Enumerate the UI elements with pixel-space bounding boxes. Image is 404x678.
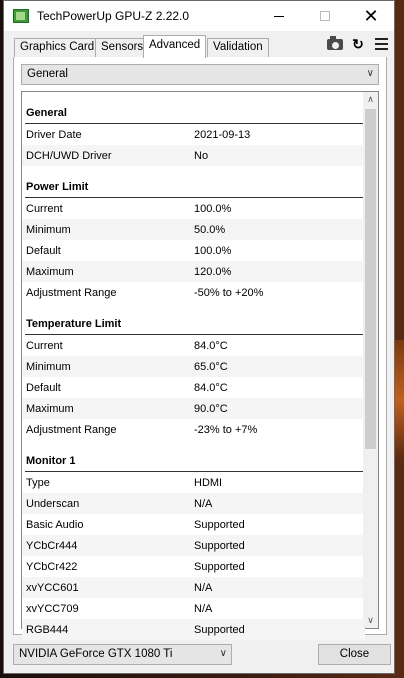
- hamburger-menu-icon[interactable]: [375, 38, 388, 50]
- list-row: Maximum 120.0%: [22, 261, 365, 282]
- list-row: YCbCr444 Supported: [22, 535, 365, 556]
- gpuz-app-icon: [13, 9, 29, 23]
- chevron-down-icon: ∨: [219, 648, 227, 659]
- tab-bar: [4, 31, 394, 57]
- advanced-panel: [13, 57, 387, 635]
- list-row: Basic Audio Supported: [26, 518, 245, 531]
- list-row: Default 84.0°C: [26, 381, 228, 394]
- gpu-dropdown-value: NVIDIA GeForce GTX 1080 Ti: [19, 648, 173, 660]
- list-row: Default 100.0%: [26, 244, 232, 257]
- close-button[interactable]: Close: [318, 644, 391, 665]
- scroll-thumb[interactable]: [365, 109, 376, 449]
- list-row: Current 84.0°C: [26, 339, 228, 352]
- section-header: Temperature Limit: [22, 303, 365, 335]
- category-dropdown[interactable]: [21, 64, 379, 85]
- vertical-scrollbar[interactable]: [363, 92, 378, 628]
- refresh-icon: ↻: [352, 36, 364, 52]
- list-row: Type HDMI: [26, 476, 223, 489]
- screenshot-button[interactable]: [324, 35, 346, 53]
- close-window-button[interactable]: [348, 1, 394, 31]
- section-header: General: [22, 92, 365, 124]
- list-row: Underscan N/A: [22, 493, 365, 514]
- list-row: Maximum 90.0°C: [22, 398, 365, 419]
- list-row: Driver Date 2021-09-13: [26, 128, 251, 141]
- list-row: Minimum 65.0°C: [22, 356, 365, 377]
- list-row: YCbCr422 Supported: [26, 560, 245, 573]
- tab-sensors[interactable]: Sensors: [95, 38, 149, 57]
- gpuz-window: [3, 0, 395, 674]
- list-row: xvYCC601 N/A: [22, 577, 365, 598]
- tab-validation[interactable]: Validation: [207, 38, 269, 57]
- scroll-up-icon[interactable]: ∧: [367, 94, 374, 104]
- list-row: Adjustment Range -23% to +7%: [26, 423, 258, 436]
- list-row: Minimum 50.0%: [22, 219, 365, 240]
- minimize-button[interactable]: [256, 1, 302, 31]
- gpu-dropdown[interactable]: [13, 644, 232, 665]
- maximize-icon: [320, 11, 330, 21]
- tab-graphics-card[interactable]: Graphics Card: [14, 38, 100, 57]
- section-header: Monitor 1: [22, 440, 365, 472]
- details-list[interactable]: [21, 91, 379, 636]
- maximize-button[interactable]: [302, 1, 348, 31]
- list-row: Adjustment Range -50% to +20%: [26, 286, 264, 299]
- scroll-down-icon[interactable]: ∨: [367, 615, 374, 625]
- list-row: DCH/UWD Driver No: [22, 145, 365, 166]
- window-title: TechPowerUp GPU-Z 2.22.0: [37, 9, 190, 23]
- camera-icon: [327, 39, 343, 50]
- refresh-button[interactable]: [349, 35, 367, 53]
- minimize-icon: [274, 16, 284, 17]
- list-row: Current 100.0%: [26, 202, 232, 215]
- category-dropdown-value: General: [27, 68, 68, 80]
- list-row: RGB444 Supported: [22, 619, 365, 640]
- section-header: Power Limit: [22, 166, 365, 198]
- close-icon: ✕: [363, 5, 379, 26]
- tab-advanced[interactable]: Advanced: [143, 35, 206, 58]
- chevron-down-icon: ∨: [366, 68, 374, 79]
- title-bar[interactable]: [4, 1, 394, 31]
- list-row: xvYCC709 N/A: [26, 602, 213, 615]
